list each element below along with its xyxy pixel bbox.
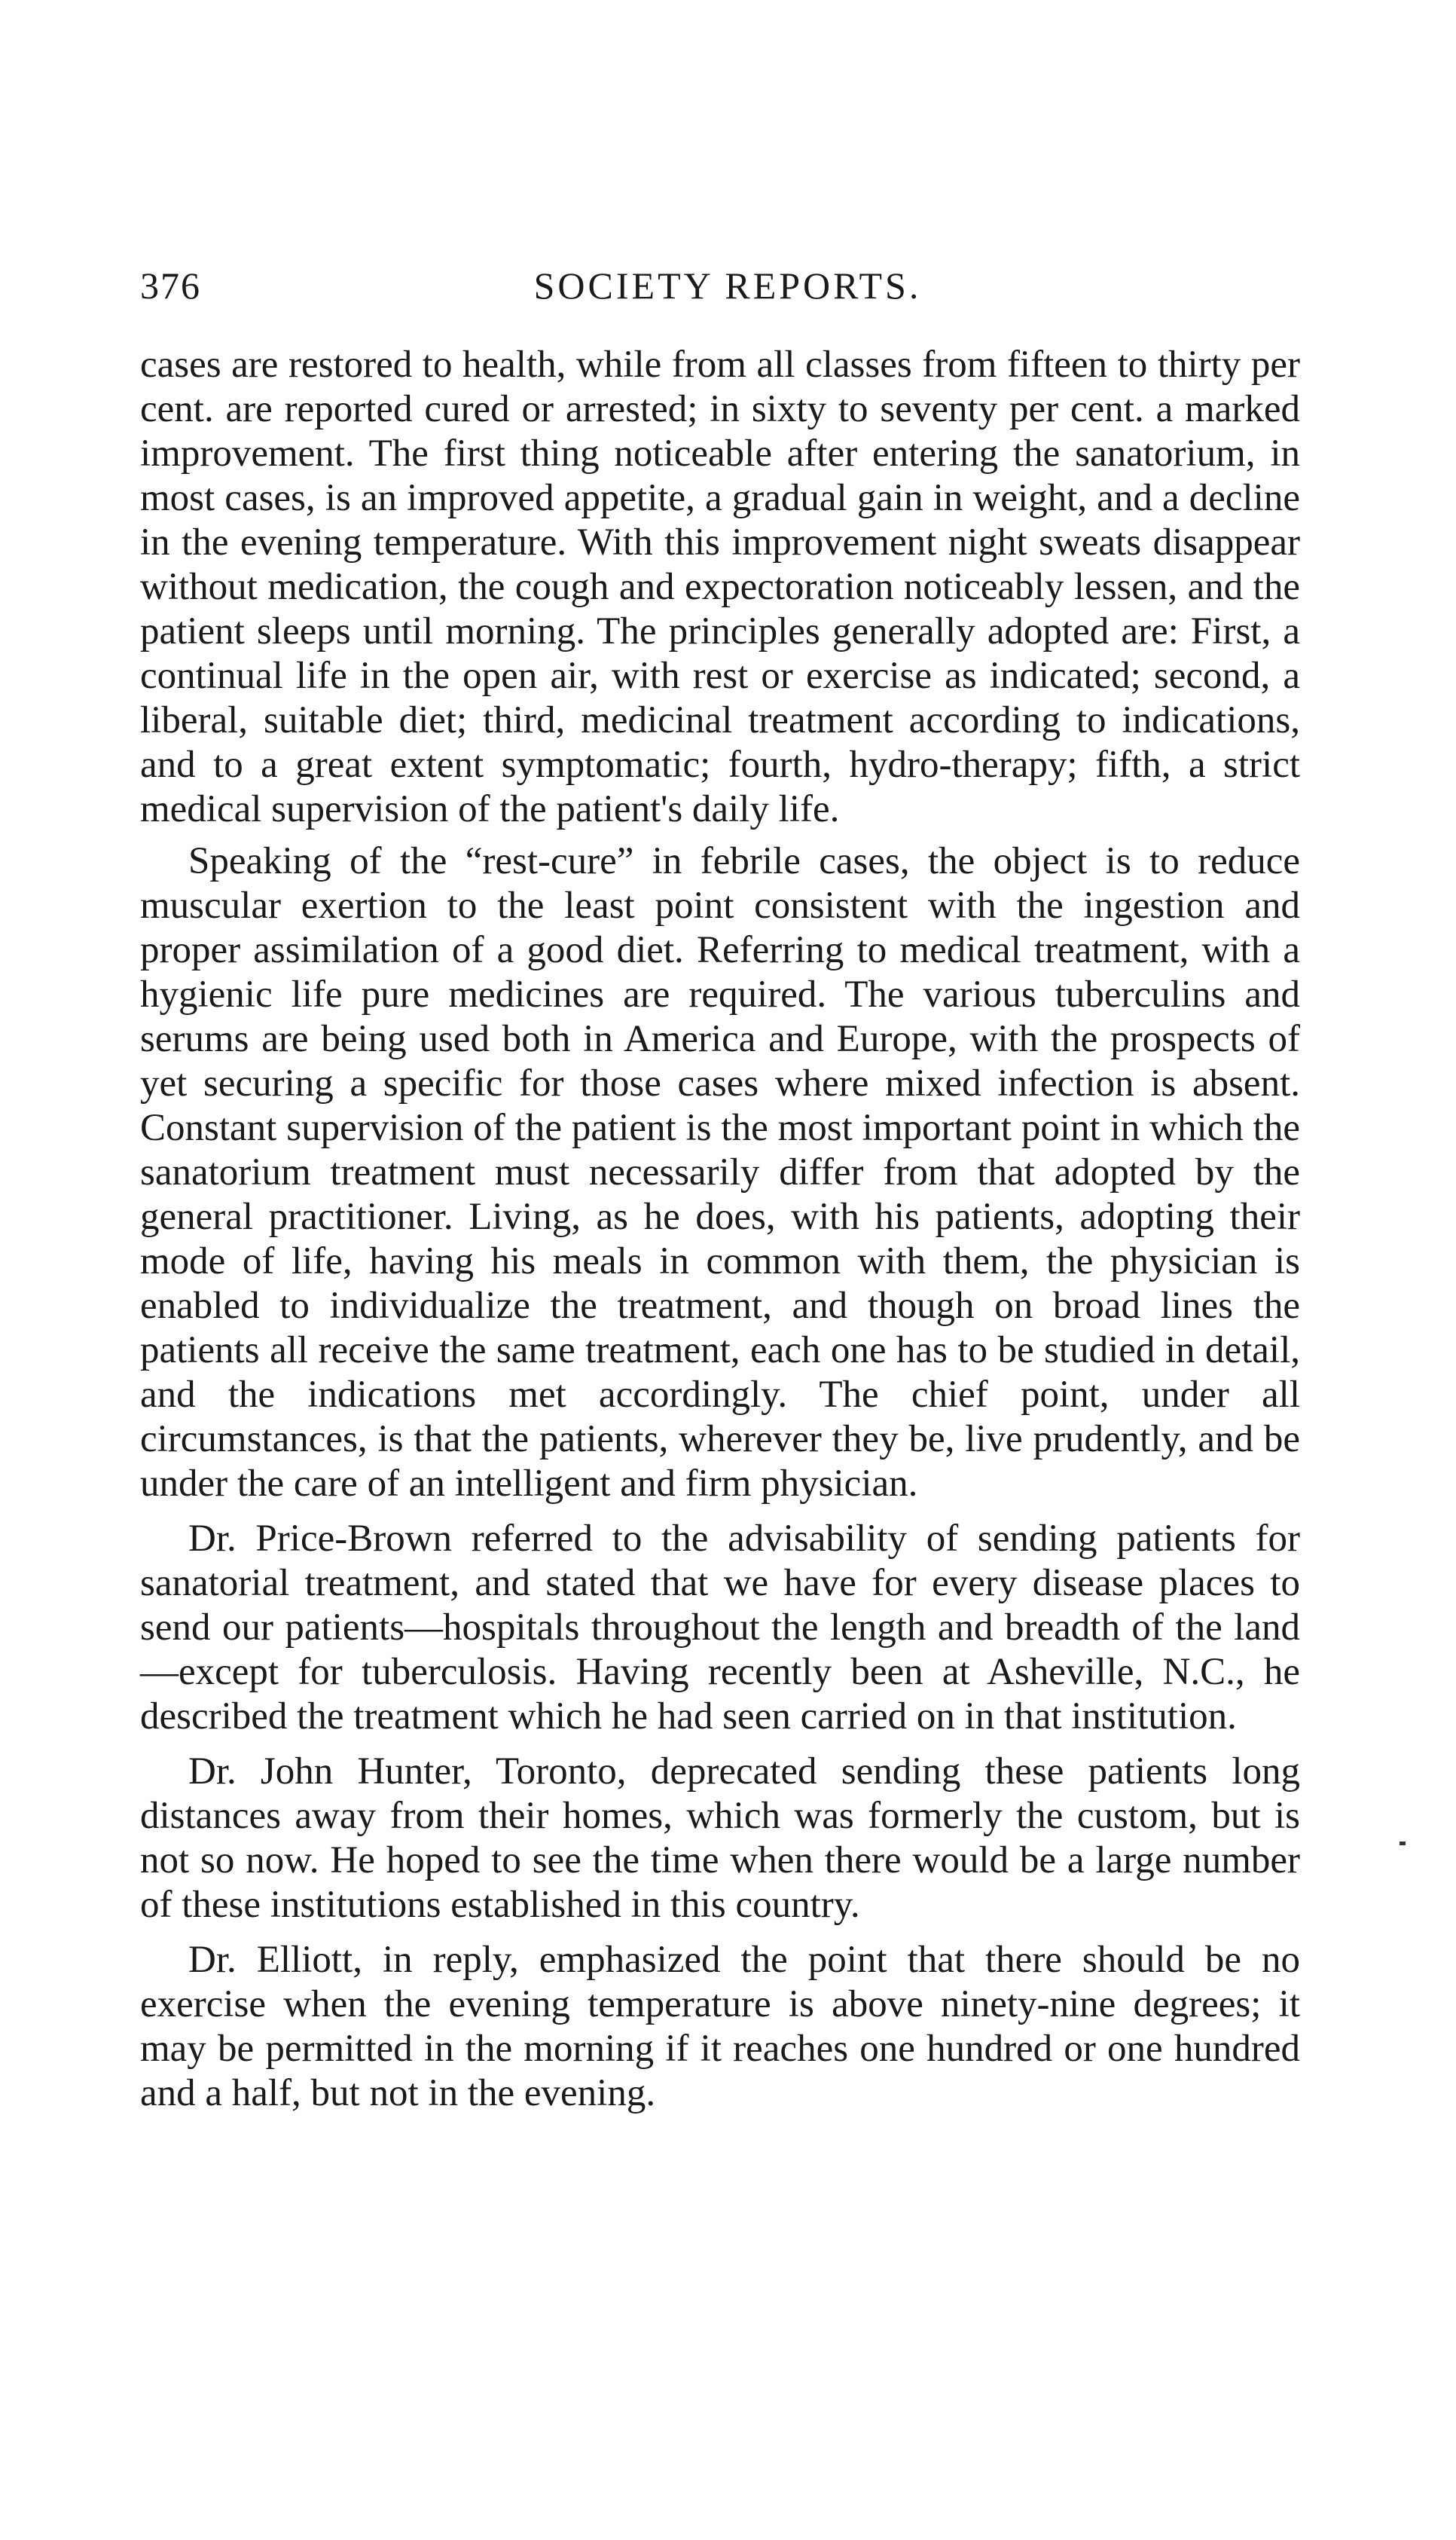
margin-mark	[1400, 1842, 1406, 1845]
page-number: 376	[140, 264, 201, 307]
paragraph-rest-cure: Speaking of the “rest-cure” in febrile cases, the object is to reduce muscular exertion to the least point consistent with the ingestion and proper assimilation of a good diet. Referring to medical treatment, with a hygienic life pure medicines are required. The various tuberculins and serums are being used both in America and Europe, with the prospects of yet securing a specific for those cases where mixed infection is absent. Constant supervision of the patient is the most important point in which the sanatorium treatment must necessarily differ from that adopted by the general practitioner. Living, as he does, with his patients, adopting their mode of life, having his meals in common with them, the physician is enabled to individualize the treatment, and though on broad lines the patients all receive the same treatment, each one has to be studied in detail, and the indications met accordingly. The chief point, under all circumstances, is that the patients, wherever they be, live prudently, and be under the care of an intelligent and firm physician.	[140, 840, 1300, 1505]
paragraph-continued: cases are restored to health, while from all classes from fifteen to thirty per cent. are reported cured or arrested; in sixty to seventy per cent. a marked improvement. The first thing noticeable after entering the sanatorium, in most cases, is an improved appetite, a gradual gain in weight, and a decline in the evening temperature. With this improvement night sweats disappear without medication, the cough and expectoration noticeably lessen, and the patient sleeps until morning. The principles generally adopted are: First, a continual life in the open air, with rest or exercise as indicated; second, a liberal, suitable diet; third, medicinal treatment according to indications, and to a great extent symptomatic; fourth, hydro-therapy; fifth, a strict medical supervision of the patient's daily life.	[140, 344, 1300, 830]
running-head	[140, 264, 1315, 316]
paragraph-price-brown: Dr. Price-Brown referred to the advisability of sending patients for sanatorial treatment, and stated that we have for every disease places to send our patients—hospitals throughout the length and breadth of the land—except for tuberculosis. Having recently been at Asheville, N.C., he described the treatment which he had seen carried on in that institution.	[140, 1518, 1300, 1738]
paragraph-elliott: Dr. Elliott, in reply, emphasized the point that there should be no exercise when the evening temperature is above ninety-nine degrees; it may be permitted in the morning if it reaches one hundred or one hundred and a half, but not in the evening.	[140, 1939, 1300, 2114]
body-text	[140, 343, 1300, 2123]
paragraph-john-hunter: Dr. John Hunter, Toronto, deprecated sending these patients long distances away from their homes, which was formerly the custom, but is not so now. He hoped to see the time when there would be a large number of these institutions established in this country.	[140, 1750, 1300, 1926]
page-header-title: SOCIETY REPORTS.	[533, 264, 922, 307]
